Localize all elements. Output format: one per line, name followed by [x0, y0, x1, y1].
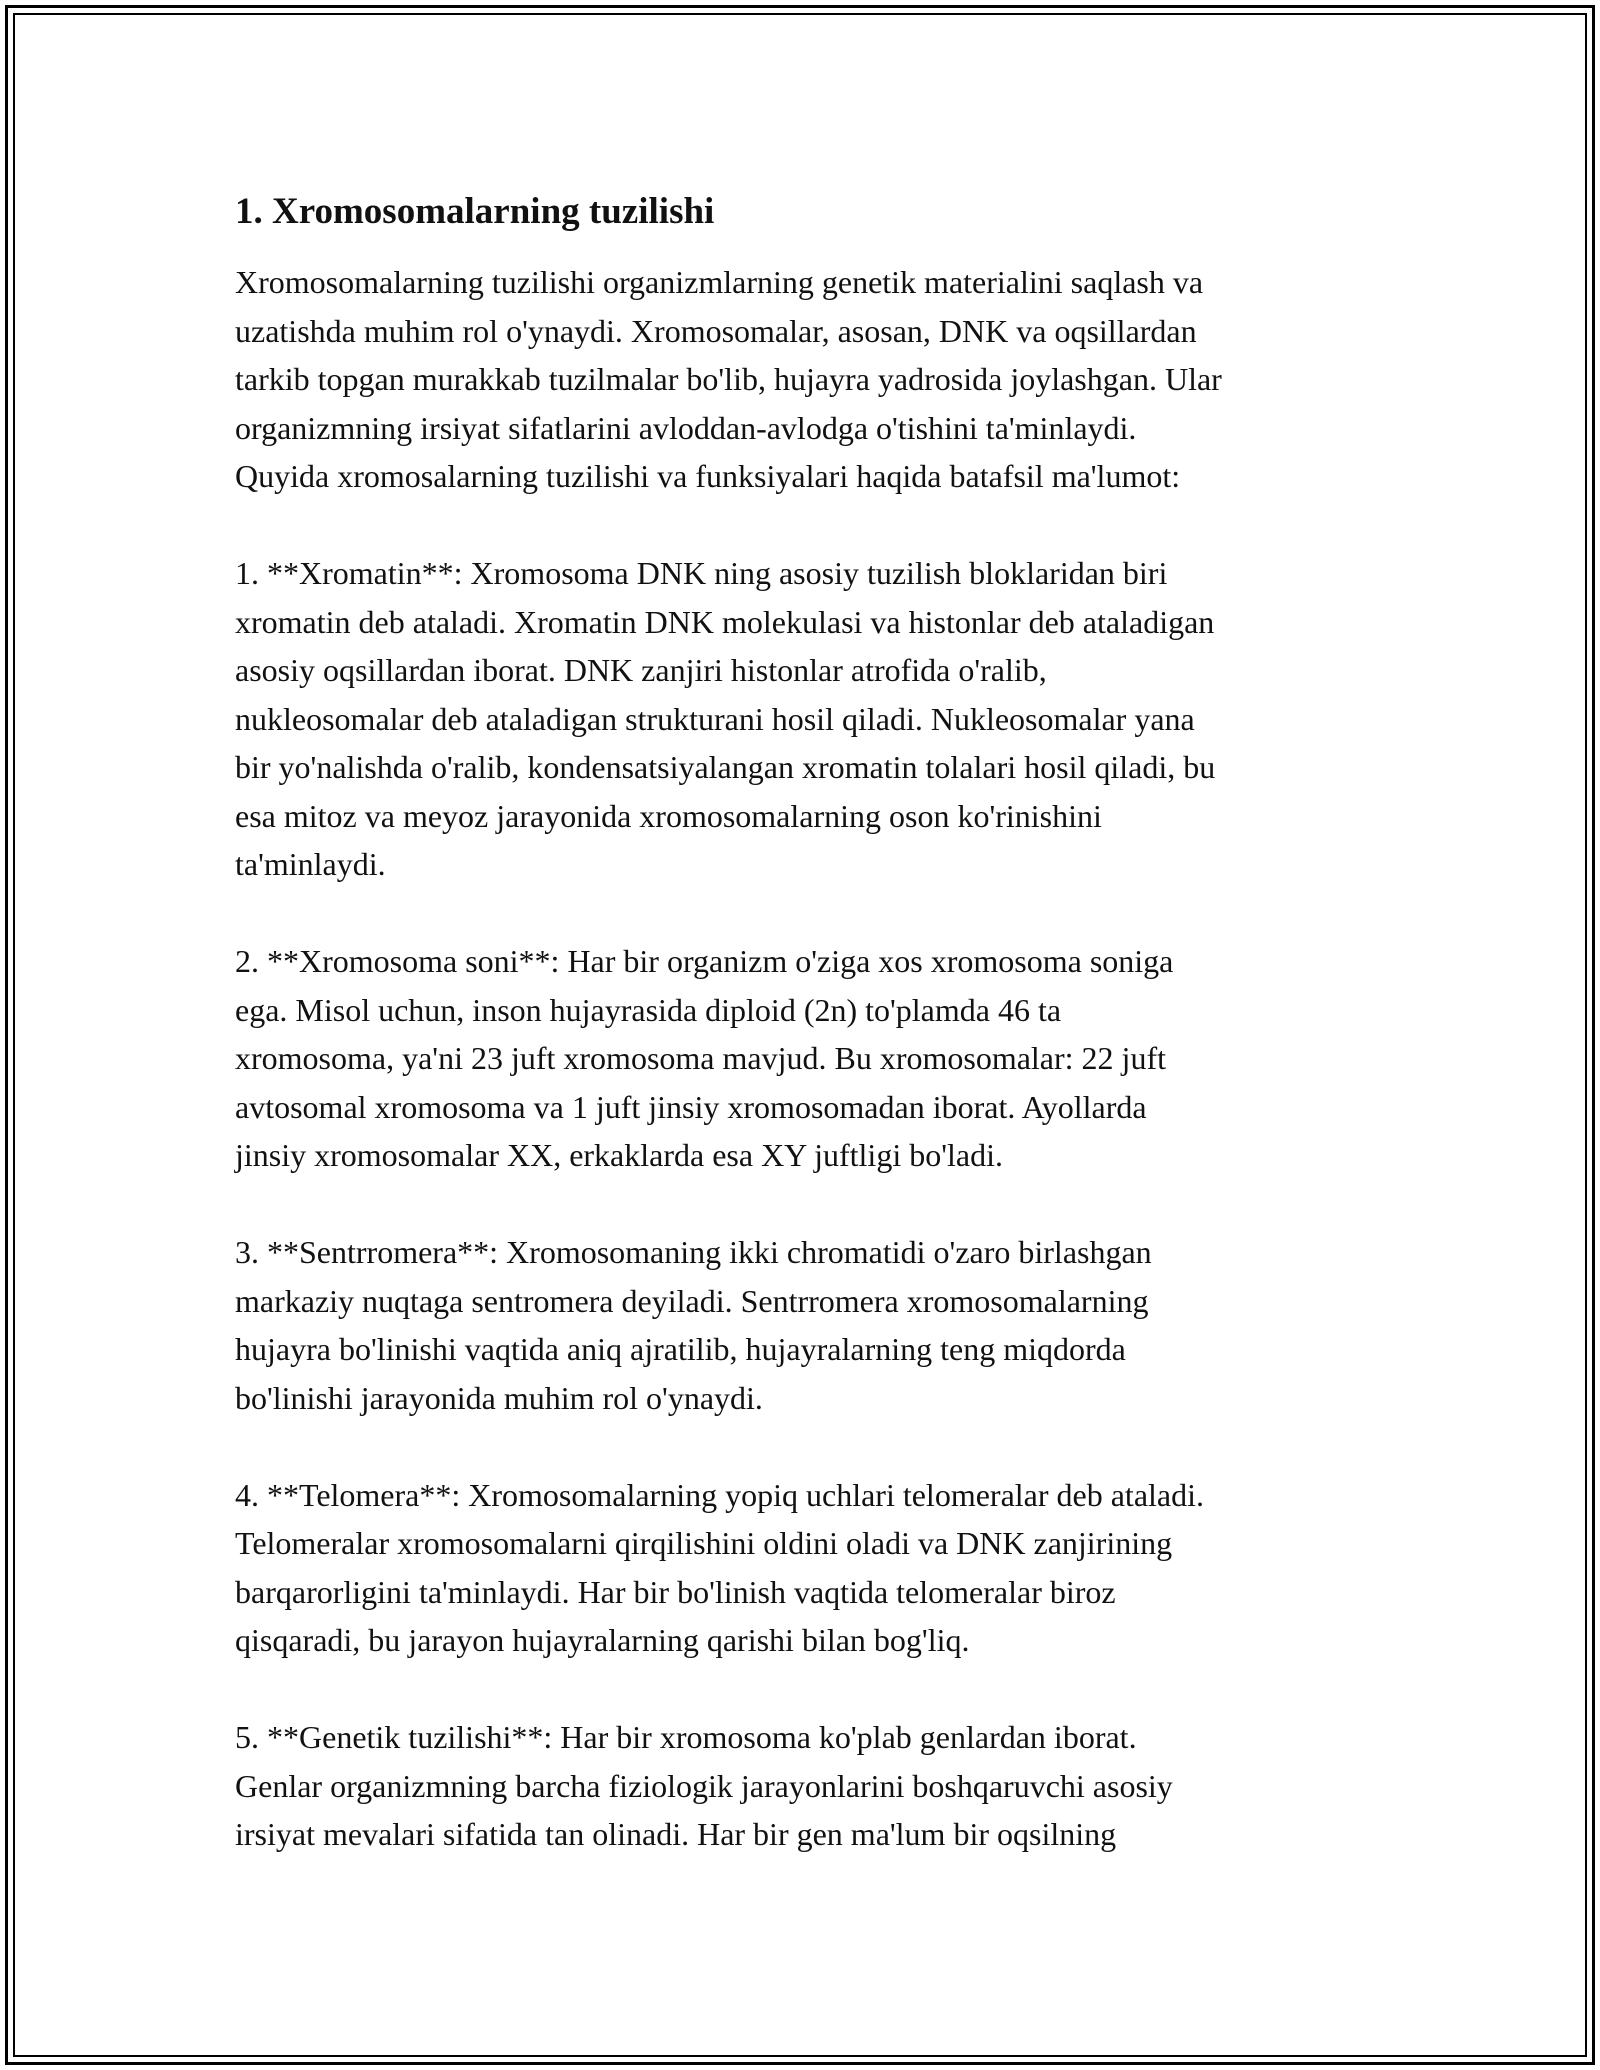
text-line: esa mitoz va meyoz jarayonida xromosomalarning oson ko'rinishini [235, 797, 1102, 834]
text-line: xromosoma, ya'ni 23 juft xromosoma mavjud. Bu xromosomalar: 22 juft [235, 1040, 1166, 1076]
text-line: jinsiy xromosomalar XX, erkaklarda esa XY juftligi bo'ladi. [235, 1137, 1003, 1173]
text-line: xromatin deb ataladi. Xromatin DNK molekulasi va histonlar deb ataladigan [235, 603, 1215, 640]
text-line: 3. **Sentrromera**: Xromosomaning ikki chromatidi o'zaro birlashgan [235, 1234, 1152, 1270]
text-line: 1. **Xromatin**: Xromosoma DNK ning asosiy tuzilish bloklaridan biri [235, 555, 1168, 591]
text-line: tarkib topgan murakkab tuzilmalar bo'lib, hujayra yadrosida joylashgan. Ular [235, 361, 1222, 397]
text-line: organizmning irsiyat sifatlarini avloddan-avlodga o'tishini ta'minlaydi. [235, 409, 1137, 446]
text-line: bir yo'nalishda o'ralib, kondensatsiyalangan xromatin tolalari hosil qiladi, bu [235, 749, 1216, 785]
text-line: Quyida xromosalarning tuzilishi va funksiyalari haqida batafsil ma'lumot: [235, 458, 1181, 494]
item-paragraph-telomera [235, 1471, 1375, 1665]
text-line: markaziy nuqtaga sentromera deyiladi. Sentrromera xromosomalarning [235, 1282, 1149, 1319]
text-line: asosiy oqsillardan iborat. DNK zanjiri histonlar atrofida o'ralib, [235, 652, 1047, 688]
item-paragraph-sentrromera [235, 1228, 1375, 1422]
item-paragraph-genetik-tuzilishi [235, 1713, 1375, 1859]
intro-paragraph [235, 258, 1375, 501]
text-line: qisqaradi, bu jarayon hujayralarning qarishi bilan bog'liq. [235, 1622, 970, 1658]
section-heading: 1. Xromosomalarning tuzilishi [235, 191, 715, 232]
text-line: nukleosomalar deb ataladigan strukturani hosil qiladi. Nukleosomalar yana [235, 700, 1195, 737]
item-paragraph-xromosoma-soni [235, 937, 1375, 1180]
text-line: barqarorligini ta'minlaydi. Har bir bo'linish vaqtida telomeralar biroz [235, 1573, 1116, 1610]
text-line: irsiyat mevalari sifatida tan olinadi. Har bir gen ma'lum bir oqsilning [235, 1816, 1117, 1852]
text-line: uzatishda muhim rol o'ynaydi. Xromosomalar, asosan, DNK va oqsillardan [235, 312, 1197, 349]
item-paragraph-xromatin [235, 549, 1375, 889]
text-line: Xromosomalarning tuzilishi organizmlarning genetik materialini saqlash va [235, 264, 1204, 300]
text-line: 5. **Genetik tuzilishi**: Har bir xromosoma ko'plab genlardan iborat. [235, 1719, 1137, 1755]
text-line: 2. **Xromosoma soni**: Har bir organizm o'ziga xos xromosoma soniga [235, 943, 1174, 979]
document-body [235, 186, 1375, 1907]
text-line: bo'linishi jarayonida muhim rol o'ynaydi. [235, 1379, 763, 1416]
text-line: ta'minlaydi. [235, 846, 386, 882]
text-line: avtosomal xromosoma va 1 juft jinsiy xromosomadan iborat. Ayollarda [235, 1088, 1147, 1125]
text-line: 4. **Telomera**: Xromosomalarning yopiq uchlari telomeralar deb ataladi. [235, 1476, 1204, 1513]
text-line: Telomeralar xromosomalarni qirqilishini oldini oladi va DNK zanjirining [235, 1525, 1173, 1561]
text-line: hujayra bo'linishi vaqtida aniq ajratilib, hujayralarning teng miqdorda [235, 1331, 1126, 1367]
text-line: Genlar organizmning barcha fiziologik jarayonlarini boshqaruvchi asosiy [235, 1767, 1173, 1804]
text-line: ega. Misol uchun, inson hujayrasida diploid (2n) to'plamda 46 ta [235, 991, 1062, 1028]
